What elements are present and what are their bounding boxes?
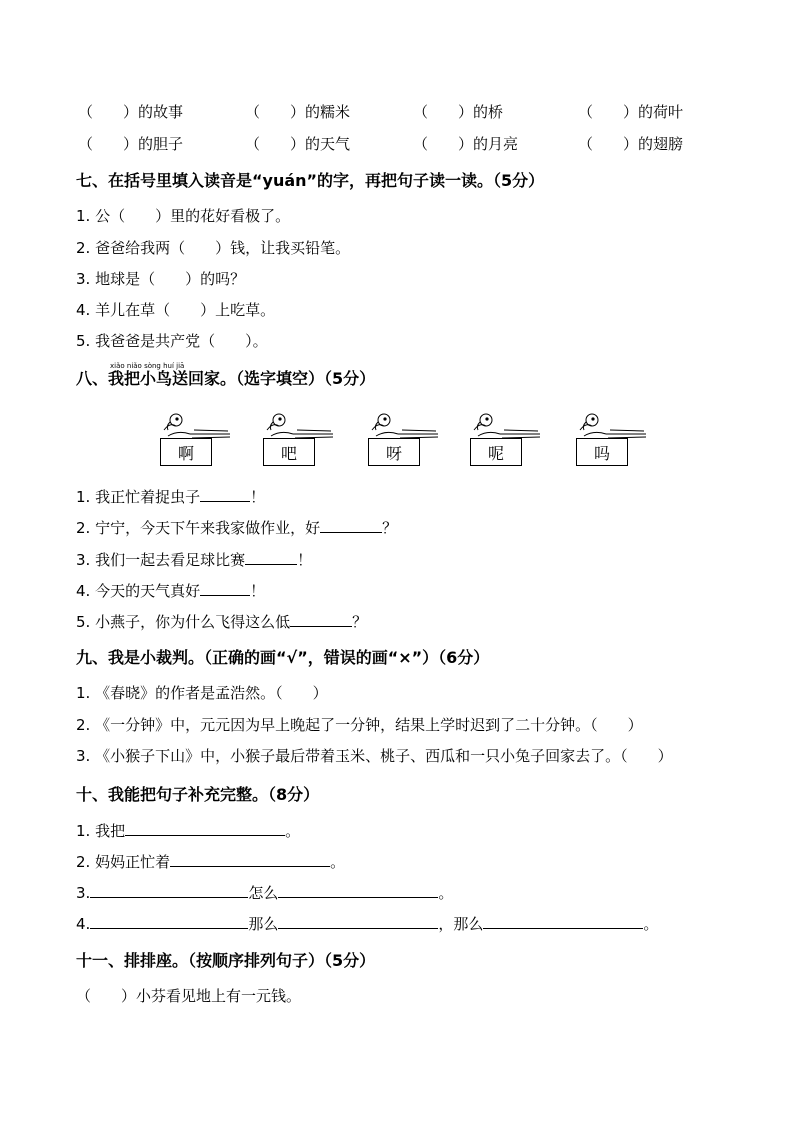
fill-item-text: 5. 小燕子，你为什么飞得这么低	[76, 613, 291, 631]
complete-item-end: 。	[330, 853, 346, 871]
section-11-title: 十一、排排座。（按顺序排列句子）（5分）	[76, 951, 376, 970]
complete-item[interactable]	[76, 882, 453, 903]
complete-item-mid: 那么	[248, 915, 279, 933]
answer-blank[interactable]	[290, 611, 352, 627]
complete-item-text: 3.	[76, 884, 91, 902]
choice-box: 吗	[576, 438, 628, 466]
section-8-title: 八、我把小鸟送回家。（选字填空）（5分）	[76, 369, 376, 388]
answer-blank[interactable]	[278, 913, 438, 929]
judge-item[interactable]: 1. 《春晓》的作者是孟浩然。（ ）	[76, 684, 328, 702]
fill-item[interactable]	[76, 580, 265, 601]
word-blank[interactable]: （ ）的桥	[413, 103, 504, 121]
choice-box: 呀	[368, 438, 420, 466]
word-blank[interactable]: （ ）的月亮	[413, 135, 519, 153]
fill-item-text: 2. 宁宁，今天下午来我家做作业，好	[76, 519, 321, 537]
bird-choice[interactable]	[253, 408, 343, 468]
answer-blank[interactable]	[170, 851, 330, 867]
bird-choices	[150, 408, 640, 468]
bird-choice[interactable]	[150, 408, 240, 468]
fill-item-text: 4. 今天的天气真好	[76, 582, 201, 600]
section-7-title: 七、在括号里填入读音是“yuán”的字，再把句子读一读。（5分）	[76, 171, 545, 190]
fill-item-end: ？	[352, 613, 368, 631]
fill-item[interactable]	[76, 549, 312, 570]
word-blank[interactable]: （ ）的翅膀	[578, 135, 684, 153]
complete-item[interactable]	[76, 913, 658, 934]
sentence-item[interactable]: 1. 公（ ）里的花好看极了。	[76, 207, 291, 225]
order-item[interactable]: （ ）小芬看见地上有一元钱。	[76, 987, 302, 1005]
complete-item[interactable]	[76, 851, 345, 872]
word-blank[interactable]: （ ）的故事	[78, 103, 184, 121]
answer-blank[interactable]	[200, 580, 250, 596]
bird-choice[interactable]	[358, 408, 448, 468]
fill-item[interactable]	[76, 517, 397, 538]
bird-choice[interactable]	[460, 408, 550, 468]
word-blank[interactable]: （ ）的胆子	[78, 135, 184, 153]
fill-item-text: 1. 我正忙着捉虫子	[76, 488, 201, 506]
sentence-item[interactable]: 5. 我爸爸是共产党（ ）。	[76, 332, 268, 350]
complete-item-mid: ，那么	[438, 915, 484, 933]
answer-blank[interactable]	[90, 913, 248, 929]
fill-item-end: ！	[297, 551, 313, 569]
answer-blank[interactable]	[90, 882, 248, 898]
complete-item-end: 。	[438, 884, 454, 902]
word-blank[interactable]: （ ）的荷叶	[578, 103, 684, 121]
fill-item[interactable]	[76, 611, 367, 632]
bird-choice[interactable]	[566, 408, 656, 468]
pinyin-annotation: xiǎo niǎo sòng huí jiā	[110, 362, 185, 370]
answer-blank[interactable]	[278, 882, 438, 898]
word-blank[interactable]: （ ）的糯米	[245, 103, 351, 121]
section-9-title: 九、我是小裁判。（正确的画“√”，错误的画“×”）（6分）	[76, 648, 490, 667]
answer-blank[interactable]	[125, 820, 285, 836]
complete-item-mid: 怎么	[248, 884, 279, 902]
answer-blank[interactable]	[320, 517, 382, 533]
fill-item[interactable]	[76, 486, 265, 507]
answer-blank[interactable]	[200, 486, 250, 502]
sentence-item[interactable]: 4. 羊儿在草（ ）上吃草。	[76, 301, 276, 319]
fill-item-end: ！	[250, 582, 266, 600]
section-10-title: 十、我能把句子补充完整。（8分）	[76, 785, 320, 804]
choice-box: 啊	[160, 438, 212, 466]
choice-box: 吧	[263, 438, 315, 466]
fill-item-end: ？	[382, 519, 398, 537]
judge-item[interactable]: 3. 《小猴子下山》中，小猴子最后带着玉米、桃子、西瓜和一只小兔子回家去了。（ ）	[76, 747, 673, 765]
sentence-item[interactable]: 3. 地球是（ ）的吗？	[76, 270, 246, 288]
answer-blank[interactable]	[245, 549, 297, 565]
complete-item-text: 4.	[76, 915, 91, 933]
fill-item-end: ！	[250, 488, 266, 506]
answer-blank[interactable]	[483, 913, 643, 929]
choice-box: 呢	[470, 438, 522, 466]
complete-item-end: 。	[285, 822, 301, 840]
complete-item[interactable]	[76, 820, 300, 841]
complete-item-text: 1. 我把	[76, 822, 126, 840]
word-blank[interactable]: （ ）的天气	[245, 135, 351, 153]
judge-item[interactable]: 2. 《一分钟》中，元元因为早上晚起了一分钟，结果上学时迟到了二十分钟。（ ）	[76, 716, 643, 734]
sentence-item[interactable]: 2. 爸爸给我两（ ）钱，让我买铅笔。	[76, 239, 351, 257]
complete-item-text: 2. 妈妈正忙着	[76, 853, 171, 871]
complete-item-end: 。	[643, 915, 659, 933]
fill-item-text: 3. 我们一起去看足球比赛	[76, 551, 246, 569]
